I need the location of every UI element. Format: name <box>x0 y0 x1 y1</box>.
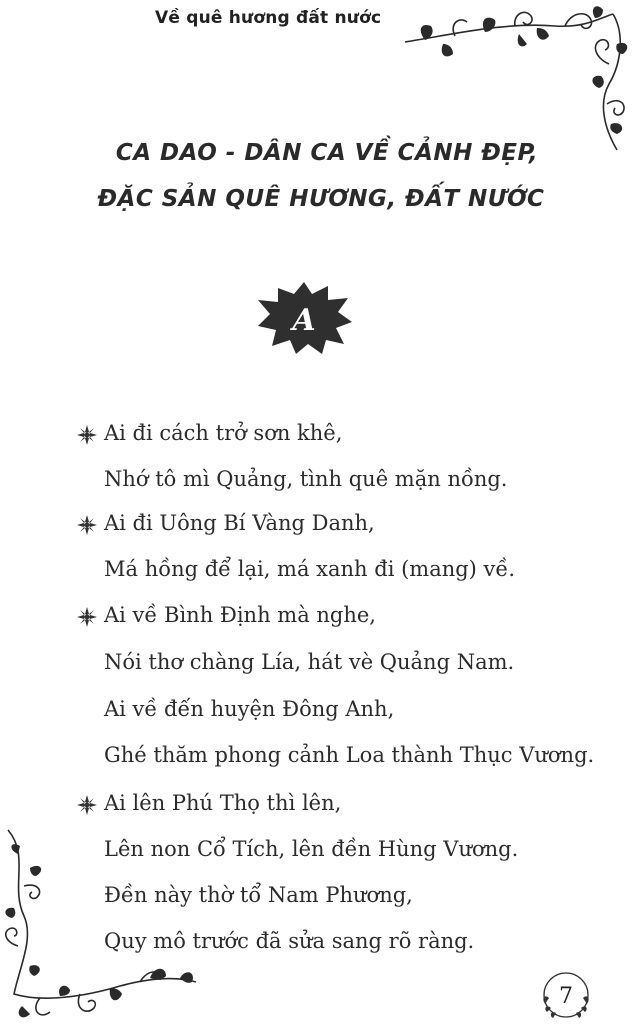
verse-line: Má hồng để lại, má xanh đi (mang) về. <box>104 557 516 581</box>
chapter-title-line-2: ĐẶC SẢN QUÊ HƯƠNG, ĐẤT NƯỚC <box>97 186 545 212</box>
flower-bullet-icon <box>77 795 97 815</box>
flower-bullet-icon <box>77 515 97 535</box>
flower-bullet-icon <box>77 607 97 627</box>
verse-line: Ai lên Phú Thọ thì lên, <box>104 791 342 815</box>
verse-line: Quy mô trước đã sửa sang rõ ràng. <box>104 929 475 953</box>
section-letter: A <box>292 303 316 338</box>
verse-line: Ghé thăm phong cảnh Loa thành Thục Vương. <box>104 743 595 767</box>
verse-line: Ai về Bình Định mà nghe, <box>104 603 376 627</box>
page-number-badge <box>539 968 593 1022</box>
flower-bullet-icon <box>77 425 97 445</box>
verse-line: Đền này thờ tổ Nam Phương, <box>104 883 413 907</box>
verse-line: Lên non Cổ Tích, lên đền Hùng Vương. <box>104 837 519 861</box>
verse-line: Ai đi Uông Bí Vàng Danh, <box>104 511 375 535</box>
chapter-title-line-1: CA DAO - DÂN CA VỀ CẢNH ĐẸP, <box>115 140 539 166</box>
corner-vine-ornament-bottom-left <box>0 826 200 1022</box>
running-header-title: Về quê hương đất nước <box>155 8 382 28</box>
page-number: 7 <box>559 984 573 1009</box>
verse-line: Ai đi cách trở sơn khê, <box>104 421 343 445</box>
corner-vine-ornament-top-right <box>395 4 631 154</box>
section-letter-badge <box>256 282 352 354</box>
verse-line: Nói thơ chàng Lía, hát vè Quảng Nam. <box>104 650 515 674</box>
verse-line: Nhớ tô mì Quảng, tình quê mặn nồng. <box>104 467 508 491</box>
verse-line: Ai về đến huyện Đông Anh, <box>104 697 395 721</box>
